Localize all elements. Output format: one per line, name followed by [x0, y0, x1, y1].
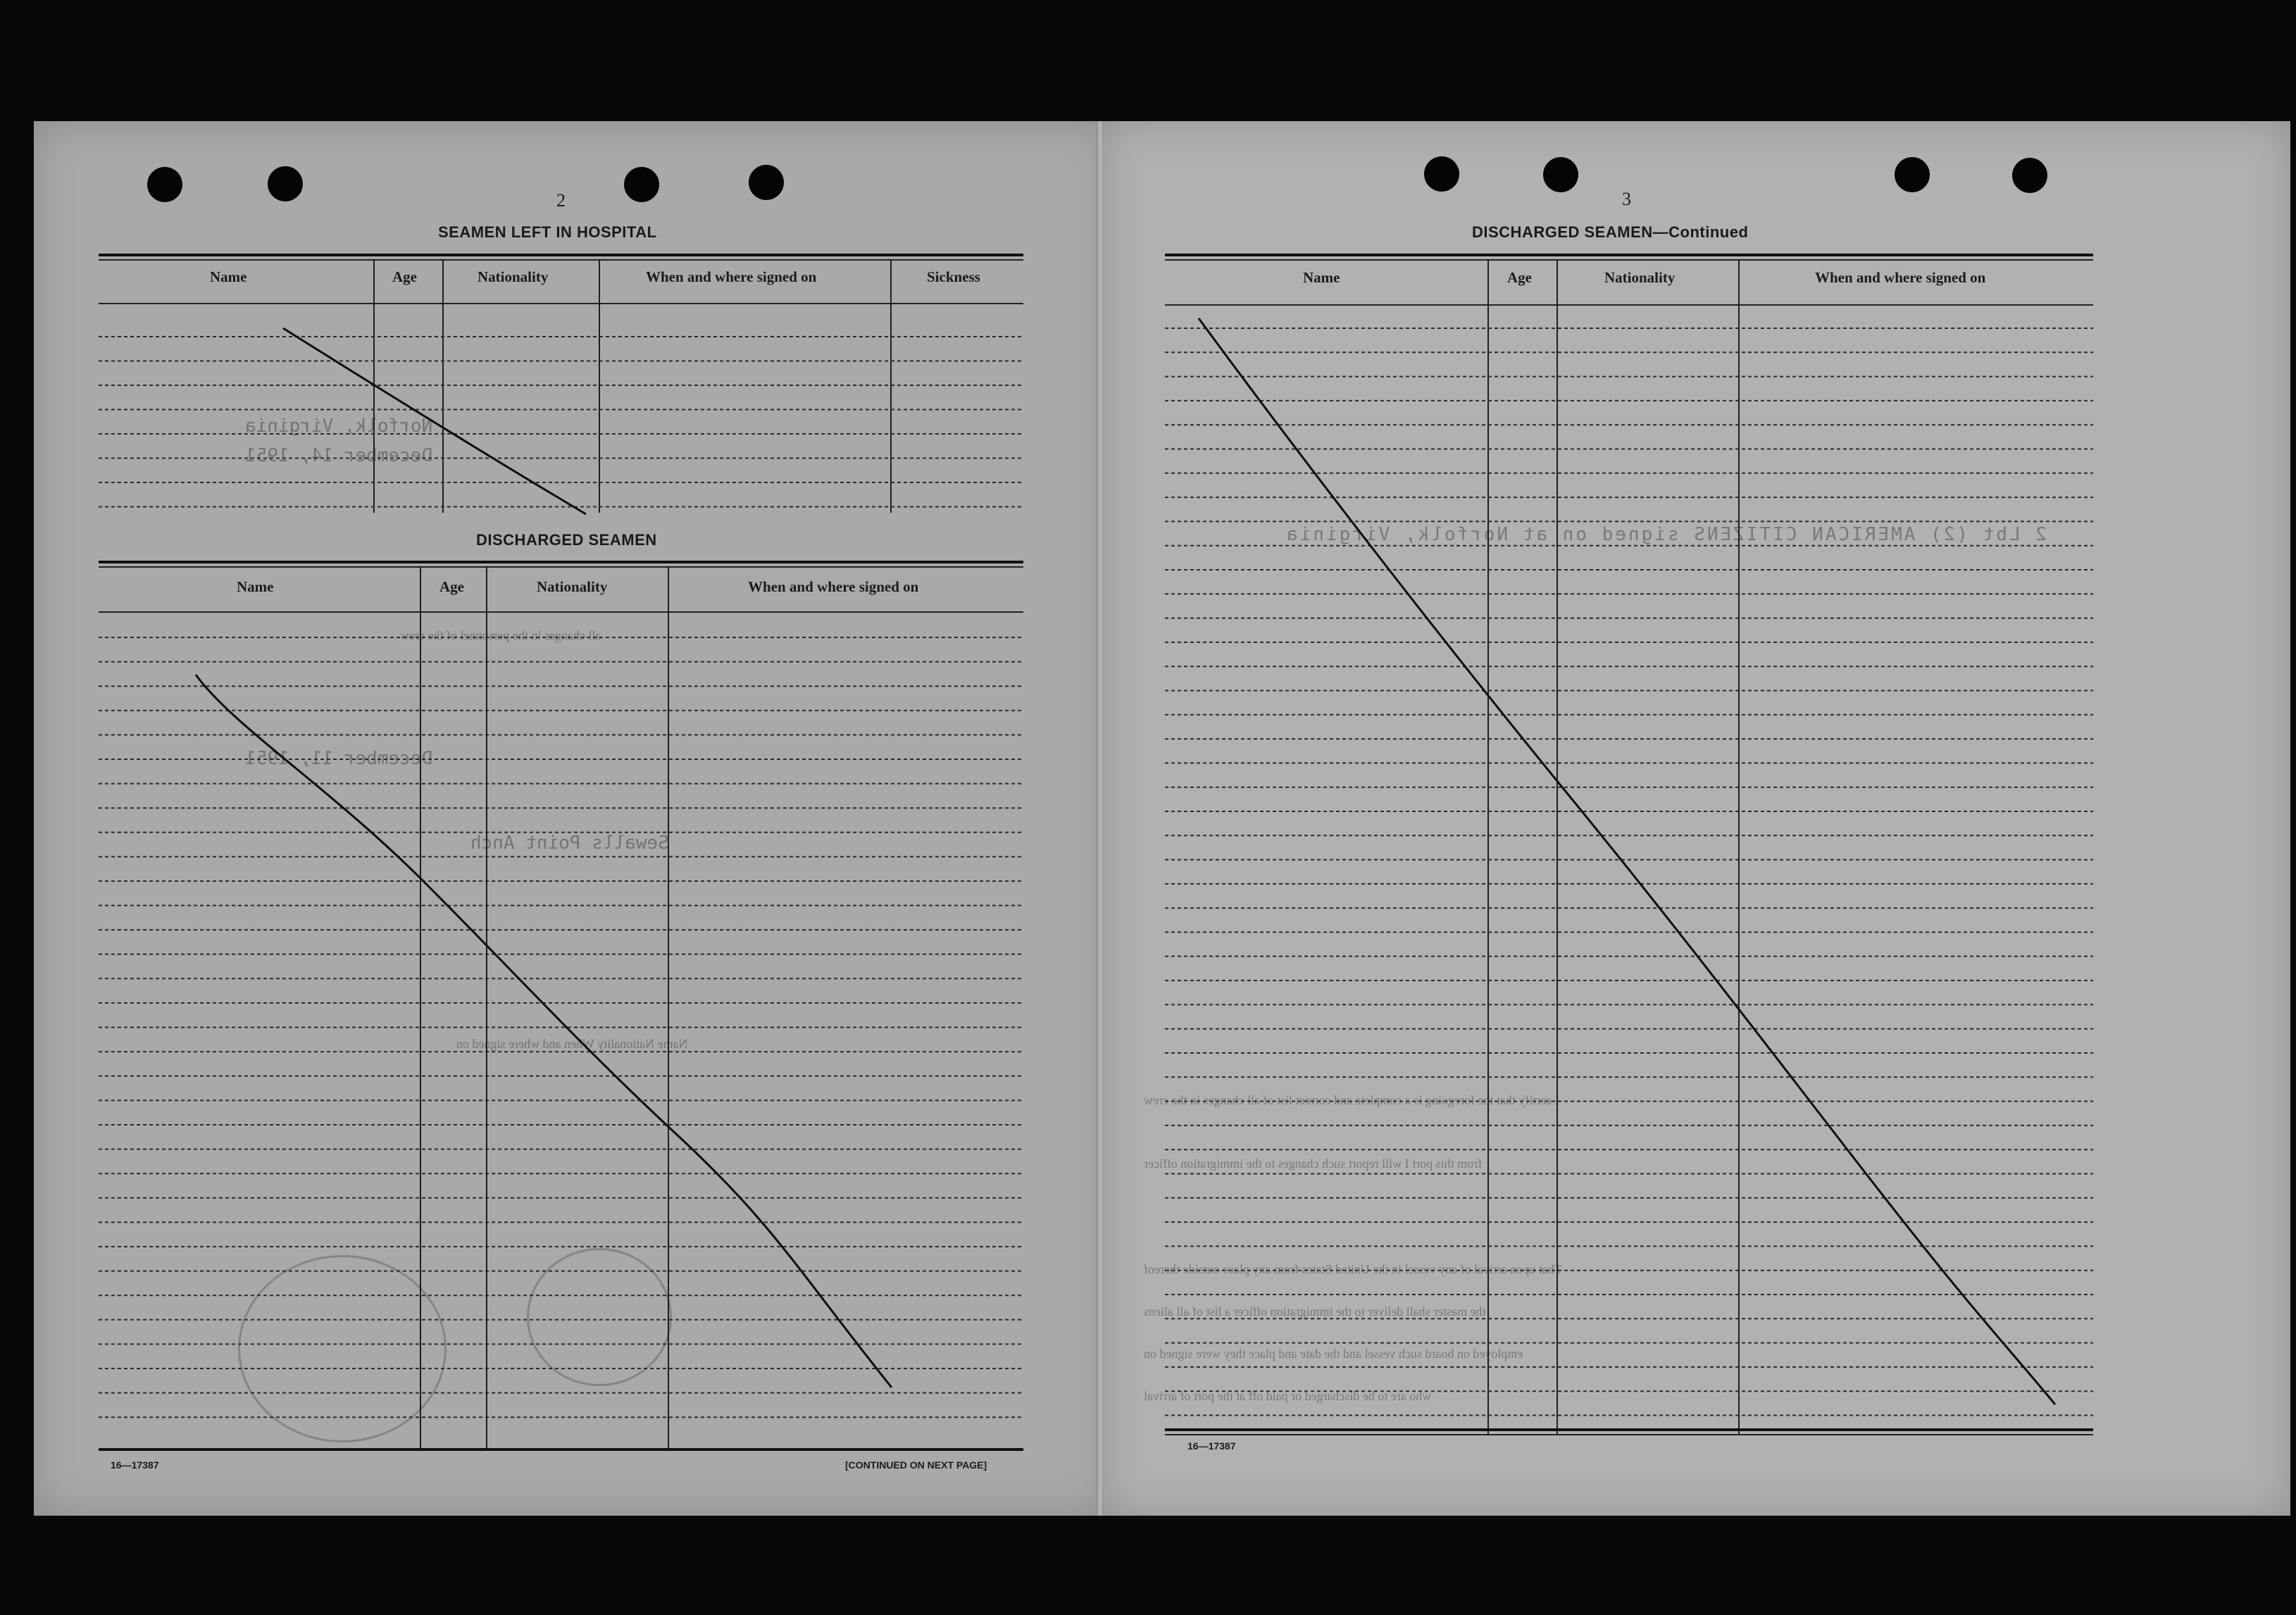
column-divider [420, 566, 421, 1448]
show-through-text: Norfolk, Virginia [245, 416, 433, 437]
table-rule [1165, 254, 2093, 256]
show-through-text: employed on board such vessel and the date and place they were signed on [1144, 1347, 1523, 1361]
show-through-text: 2 Lbt (2) AMERICAN CITIZENS signed on at Norfolk, Virginia [1285, 524, 2047, 545]
table-rule [99, 303, 1023, 304]
column-header-name: Name [1303, 269, 1340, 286]
hospital-section-title: SEAMEN LEFT IN HOSPITAL [438, 223, 657, 241]
column-divider [373, 259, 375, 513]
form-number: 16—17387 [1187, 1440, 1236, 1452]
show-through-text: December 14, 1951 [245, 445, 433, 466]
punch-hole [1424, 156, 1459, 192]
show-through-text: December 11, 1951 [245, 748, 433, 769]
show-through-text: the master shall deliver to the immigration officer a list of all aliens [1144, 1304, 1486, 1318]
table-rule [99, 561, 1023, 563]
column-divider [668, 566, 669, 1448]
right-page [1102, 121, 2290, 1516]
column-header-nationality: Nationality [537, 578, 608, 595]
stamp-mark [527, 1248, 672, 1386]
show-through-text: That upon arrival of any vessel in the United States from any place outside thereof [1144, 1262, 1562, 1276]
table-rule [1165, 259, 2093, 261]
punch-hole [624, 167, 659, 202]
table-rule [99, 254, 1023, 256]
punch-hole [147, 167, 182, 202]
column-divider [1556, 259, 1558, 1434]
table-rule [1165, 1428, 2093, 1431]
form-number: 16—17387 [111, 1459, 159, 1471]
column-header-nationality: Nationality [478, 268, 549, 285]
show-through-text: Sewalls Point Anch [470, 833, 669, 854]
table-rule [99, 1448, 1023, 1451]
column-header-age: Age [1507, 269, 1532, 286]
punch-hole [1895, 157, 1930, 192]
column-header-signed-on: When and where signed on [1815, 269, 1986, 286]
table-rule [99, 259, 1023, 261]
column-divider [890, 259, 892, 513]
stamp-mark [238, 1255, 447, 1442]
column-header-nationality: Nationality [1604, 269, 1676, 286]
column-header-signed-on: When and where signed on [646, 268, 817, 285]
column-divider [486, 566, 487, 1448]
show-through-text: I certify that the foregoing is a complete and correct list of all changes in the crew [1144, 1093, 1559, 1107]
punch-hole [2012, 158, 2047, 193]
column-divider [1487, 259, 1489, 1434]
punch-hole [268, 166, 303, 201]
discharged-section-title: DISCHARGED SEAMEN [476, 531, 657, 549]
left-page [34, 121, 1111, 1516]
punch-hole [749, 165, 784, 200]
show-through-text: Name Nationality When and where signed on [456, 1037, 688, 1051]
column-header-name: Name [237, 578, 274, 595]
column-header-age: Age [439, 578, 464, 595]
show-through-text: all changes in the personnel of the crew [400, 628, 601, 642]
page-number: 2 [556, 190, 566, 211]
column-header-age: Age [392, 268, 417, 285]
show-through-text: who are to be discharged or paid off at the port of arrival [1144, 1389, 1432, 1403]
table-rule [1165, 1434, 2093, 1435]
column-header-name: Name [210, 268, 247, 285]
page-number: 3 [1622, 189, 1631, 209]
table-rule [99, 566, 1023, 568]
table-rule [99, 611, 1023, 613]
column-header-signed-on: When and where signed on [748, 578, 919, 595]
column-divider [1738, 259, 1740, 1434]
punch-hole [1543, 157, 1578, 192]
column-header-sickness: Sickness [927, 268, 980, 285]
continued-note: [CONTINUED ON NEXT PAGE] [845, 1459, 987, 1471]
show-through-text: from this port I will report such changes to the immigration officer [1144, 1156, 1483, 1171]
column-divider [599, 259, 600, 513]
discharged-continued-title: DISCHARGED SEAMEN—Continued [1472, 223, 1749, 241]
column-divider [442, 259, 444, 513]
table-rule [1165, 304, 2093, 306]
